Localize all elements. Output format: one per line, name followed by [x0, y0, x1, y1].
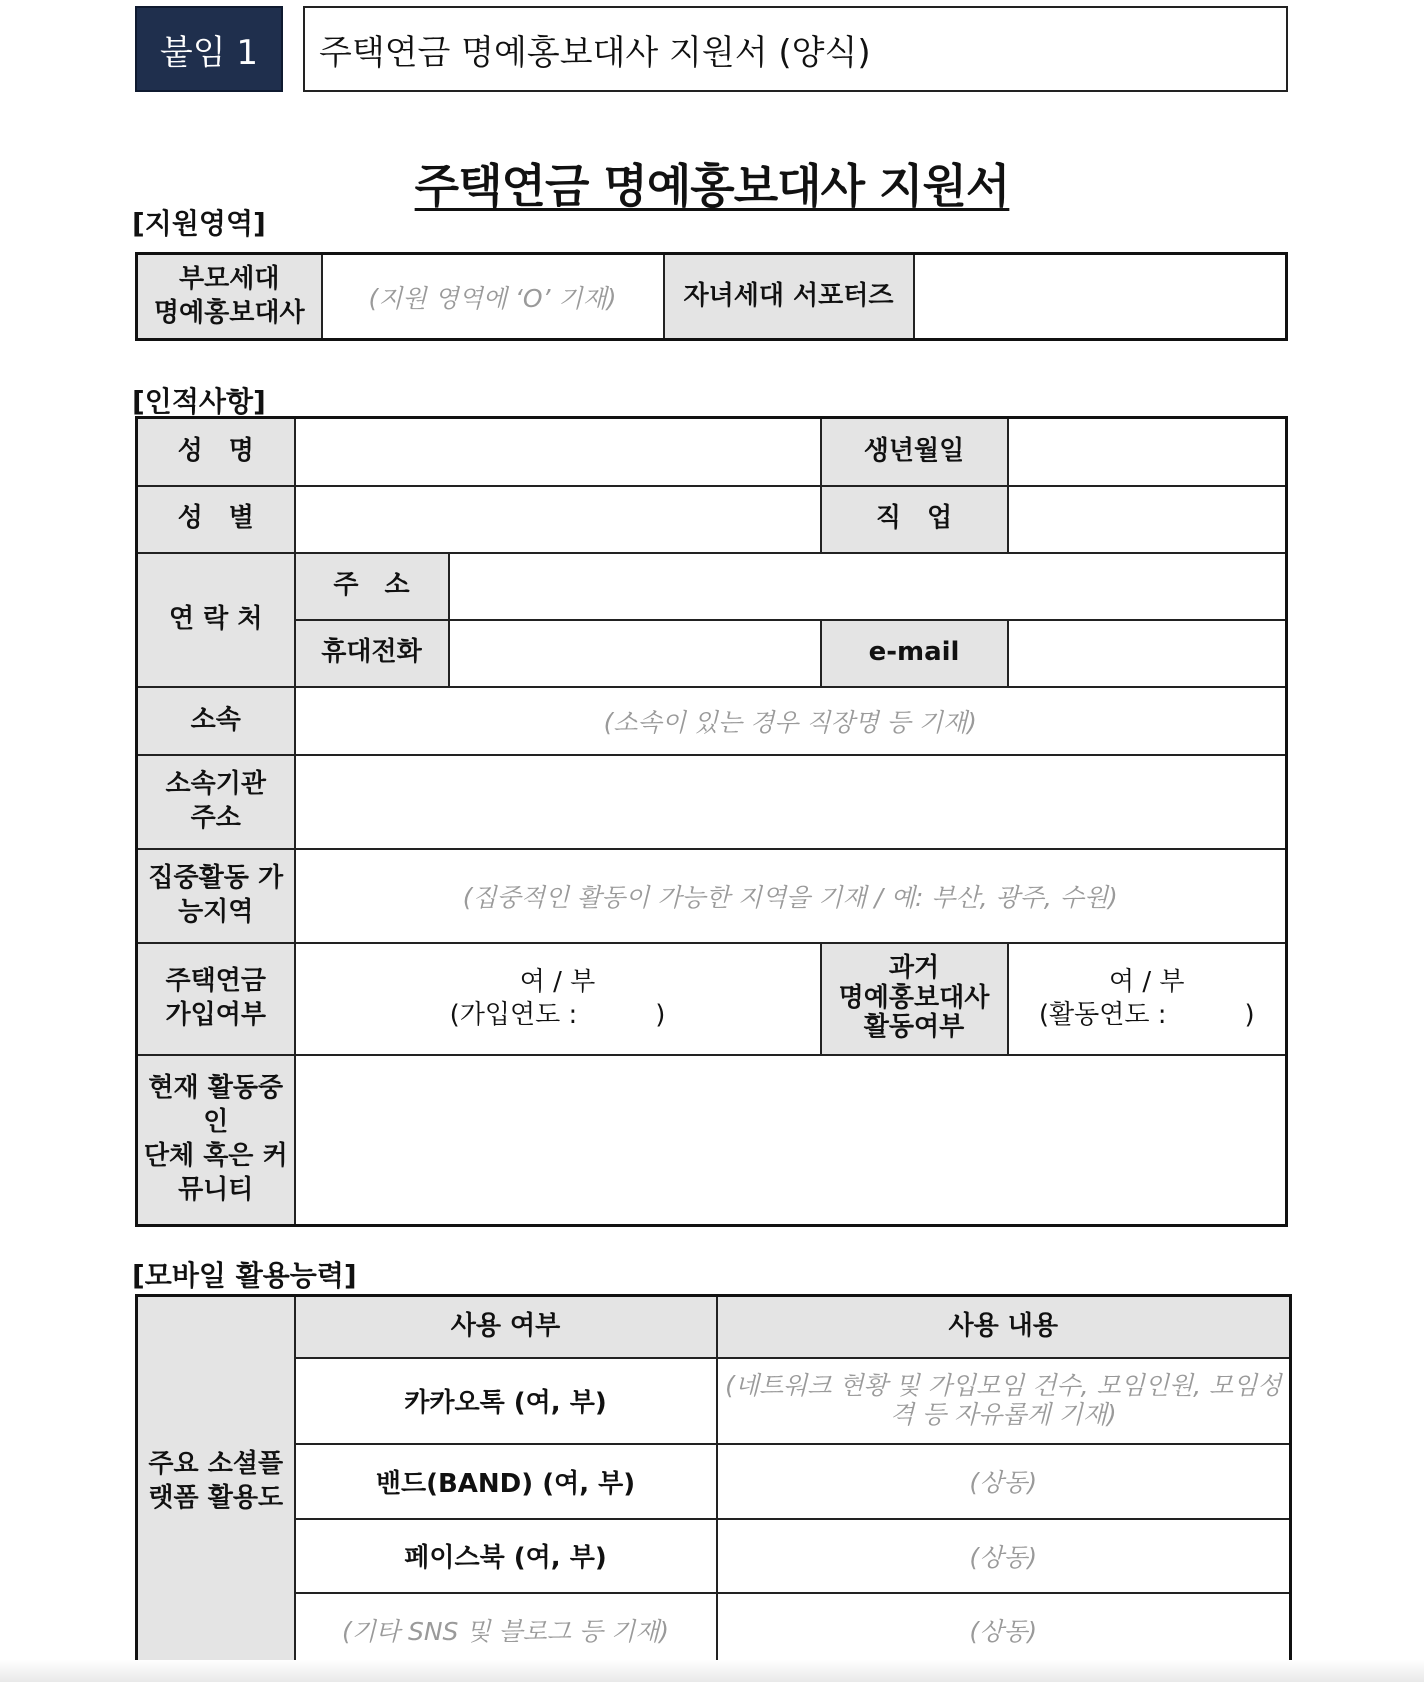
contact-label: 연 락 처: [137, 553, 295, 687]
email-input[interactable]: [1008, 620, 1287, 687]
region-label: 집중활동 가 능지역: [137, 849, 295, 943]
community-label: 현재 활동중 인 단체 혹은 커 뮤니티: [137, 1055, 295, 1226]
section-mobile-heading: [모바일 활용능력]: [132, 1259, 357, 1292]
area-child-label: 자녀세대 서포터즈: [664, 254, 914, 340]
col-use-header: 사용 여부: [295, 1296, 717, 1358]
gender-input[interactable]: [295, 486, 821, 553]
form-header-title: 주택연금 명예홍보대사 지원서 (양식): [303, 6, 1288, 92]
personal-table: [135, 416, 1288, 1227]
section-personal-heading: [인적사항]: [132, 385, 266, 418]
area-child-input[interactable]: [914, 254, 1287, 340]
area-table: [135, 252, 1288, 341]
org-address-input[interactable]: [295, 755, 1287, 849]
job-label: 직 업: [821, 486, 1008, 553]
area-parent-input[interactable]: (지원 영역에 ‘O’ 기재): [322, 254, 664, 340]
phone-input[interactable]: [449, 620, 821, 687]
facebook-content[interactable]: (상동): [717, 1519, 1291, 1593]
other-sns-content[interactable]: (상동): [717, 1593, 1291, 1669]
org-address-label: 소속기관 주소: [137, 755, 295, 849]
name-label: 성 명: [137, 418, 295, 486]
birth-label: 생년월일: [821, 418, 1008, 486]
gender-label: 성 별: [137, 486, 295, 553]
pension-input[interactable]: 여 / 부 (가입연도 : ): [295, 943, 821, 1055]
org-label: 소속: [137, 687, 295, 755]
past-ambassador-input[interactable]: 여 / 부 (활동연도 : ): [1008, 943, 1287, 1055]
band-content[interactable]: (상동): [717, 1444, 1291, 1519]
section-area-heading: [지원영역]: [132, 207, 266, 240]
address-input[interactable]: [449, 553, 1287, 620]
past-ambassador-label: 과거 명예홍보대사 활동여부: [821, 943, 1008, 1055]
col-content-header: 사용 내용: [717, 1296, 1291, 1358]
phone-label: 휴대전화: [295, 620, 449, 687]
region-input[interactable]: (집중적인 활동이 가능한 지역을 기재 / 예: 부산, 광주, 수원): [295, 849, 1287, 943]
document-title-text: 주택연금 명예홍보대사 지원서: [414, 159, 1010, 213]
community-input[interactable]: [295, 1055, 1287, 1226]
job-input[interactable]: [1008, 486, 1287, 553]
kakaotalk-content[interactable]: (네트워크 현황 및 가입모임 건수, 모임인원, 모임성 격 등 자유롭게 기재): [717, 1358, 1291, 1444]
social-platform-label: 주요 소셜플 랫폼 활용도: [137, 1296, 295, 1669]
name-input[interactable]: [295, 418, 821, 486]
other-sns-use[interactable]: (기타 SNS 및 블로그 등 기재): [295, 1593, 717, 1669]
mobile-table: [135, 1294, 1292, 1670]
band-use[interactable]: 밴드(BAND) (여, 부): [295, 1444, 717, 1519]
email-label: e-mail: [821, 620, 1008, 687]
birth-input[interactable]: [1008, 418, 1287, 486]
page-bottom-shadow: [0, 1660, 1424, 1682]
pension-label: 주택연금 가입여부: [137, 943, 295, 1055]
facebook-use[interactable]: 페이스북 (여, 부): [295, 1519, 717, 1593]
kakaotalk-use[interactable]: 카카오톡 (여, 부): [295, 1358, 717, 1444]
address-label: 주 소: [295, 553, 449, 620]
org-input[interactable]: (소속이 있는 경우 직장명 등 기재): [295, 687, 1287, 755]
area-parent-label: 부모세대 명예홍보대사: [137, 254, 322, 340]
attachment-badge: 붙임 1: [135, 6, 283, 92]
